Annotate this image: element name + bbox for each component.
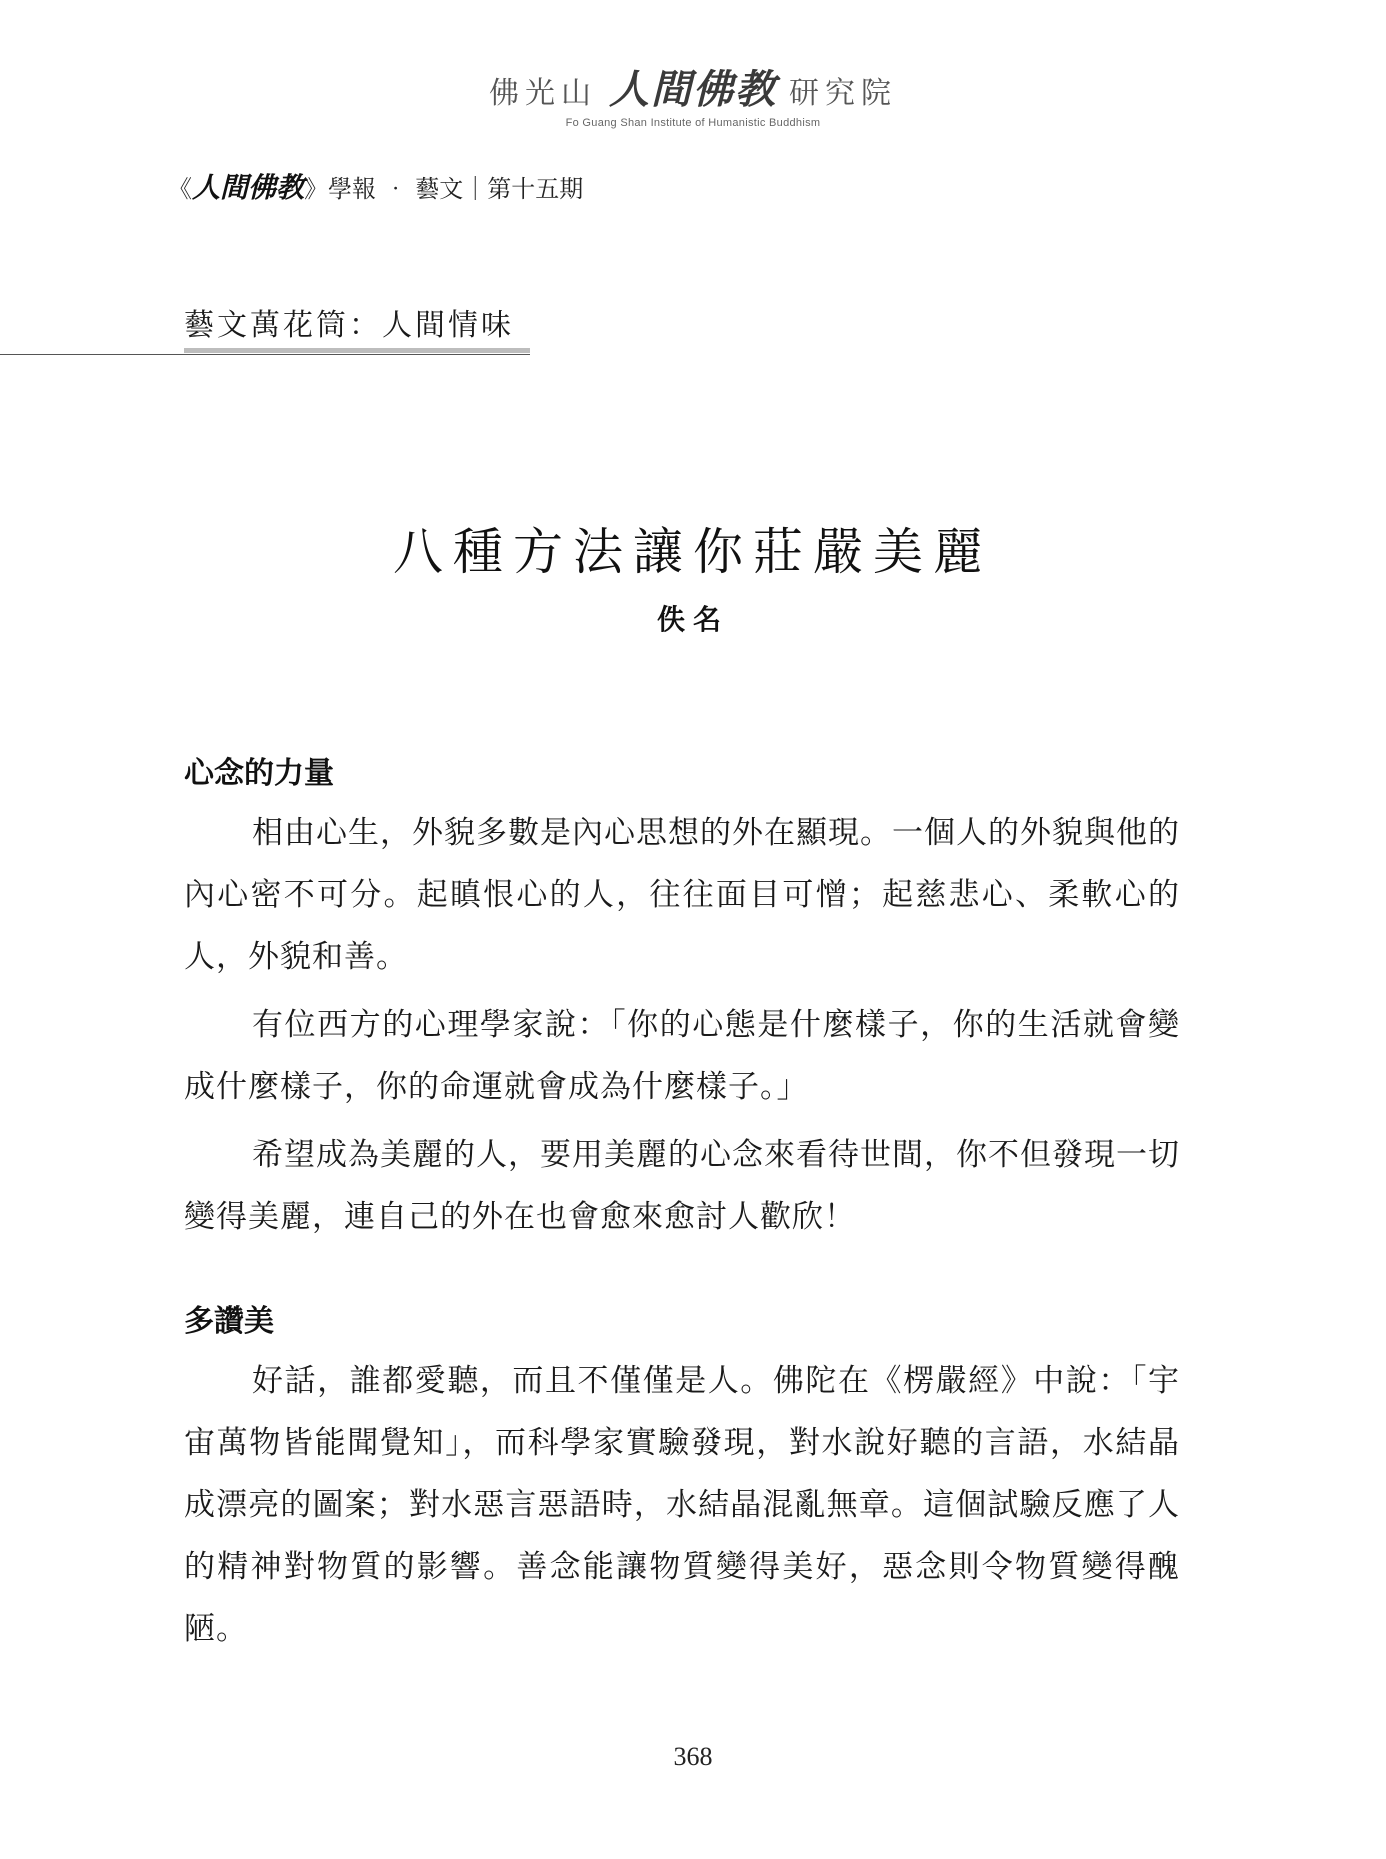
journal-brand-calligraphy: 人間佛教 <box>192 171 305 204</box>
section-subheading: 心念的力量 <box>184 756 334 791</box>
institute-name-right: 研究院 <box>789 76 897 111</box>
article-section-mind <box>184 752 1180 1248</box>
column-heading: 藝文萬花筒：人間情味 <box>184 308 514 343</box>
section-subheading: 多讚美 <box>184 1304 274 1339</box>
body-paragraph: 有位西方的心理學家說：「你的心態是什麼樣子，你的生活就會變成什麼樣子，你的命運就會成為什麼樣子。」 <box>184 1007 1180 1105</box>
column-heading-underline <box>184 348 530 353</box>
article-title: 八種方法讓你莊嚴美麗 <box>393 522 993 581</box>
journal-open-bracket: 《 <box>168 175 192 203</box>
column-heading-rule <box>0 354 530 355</box>
institute-english-name: Fo Guang Shan Institute of Humanistic Buddhism <box>565 117 821 129</box>
institute-header <box>0 58 1386 129</box>
body-paragraph: 希望成為美麗的人，要用美麗的心念來看待世間，你不但發現一切變得美麗，連自己的外在也會愈來愈討人歡欣！ <box>184 1137 1180 1235</box>
institute-name-left: 佛光山 <box>489 76 597 111</box>
institute-logo <box>489 58 897 115</box>
body-paragraph: 相由心生，外貌多數是內心思想的外在顯現。一個人的外貌與他的內心密不可分。起瞋恨心的人，往往面目可憎；起慈悲心、柔軟心的人，外貌和善。 <box>184 815 1180 975</box>
body-paragraph: 好話，誰都愛聽，而且不僅僅是人。佛陀在《楞嚴經》中說：「宇宙萬物皆能聞覺知」，而科學家實驗發現，對水說好聽的言語，水結晶成漂亮的圖案；對水惡言惡語時，水結晶混亂無章。這個試驗反應了人的精神對物質的影響。善念能讓物質變得美好，惡念則令物質變得醜陋。 <box>184 1363 1180 1647</box>
journal-running-header <box>168 166 583 206</box>
article-author: 佚名 <box>656 603 729 636</box>
article-section-praise <box>184 1300 1180 1660</box>
institute-brand-calligraphy: 人間佛教 <box>609 66 777 113</box>
journal-issue-text: 學報 ‧ 藝文｜第十五期 <box>328 175 584 203</box>
journal-close-bracket: 》 <box>304 175 329 203</box>
page-number: 368 <box>673 1742 713 1771</box>
